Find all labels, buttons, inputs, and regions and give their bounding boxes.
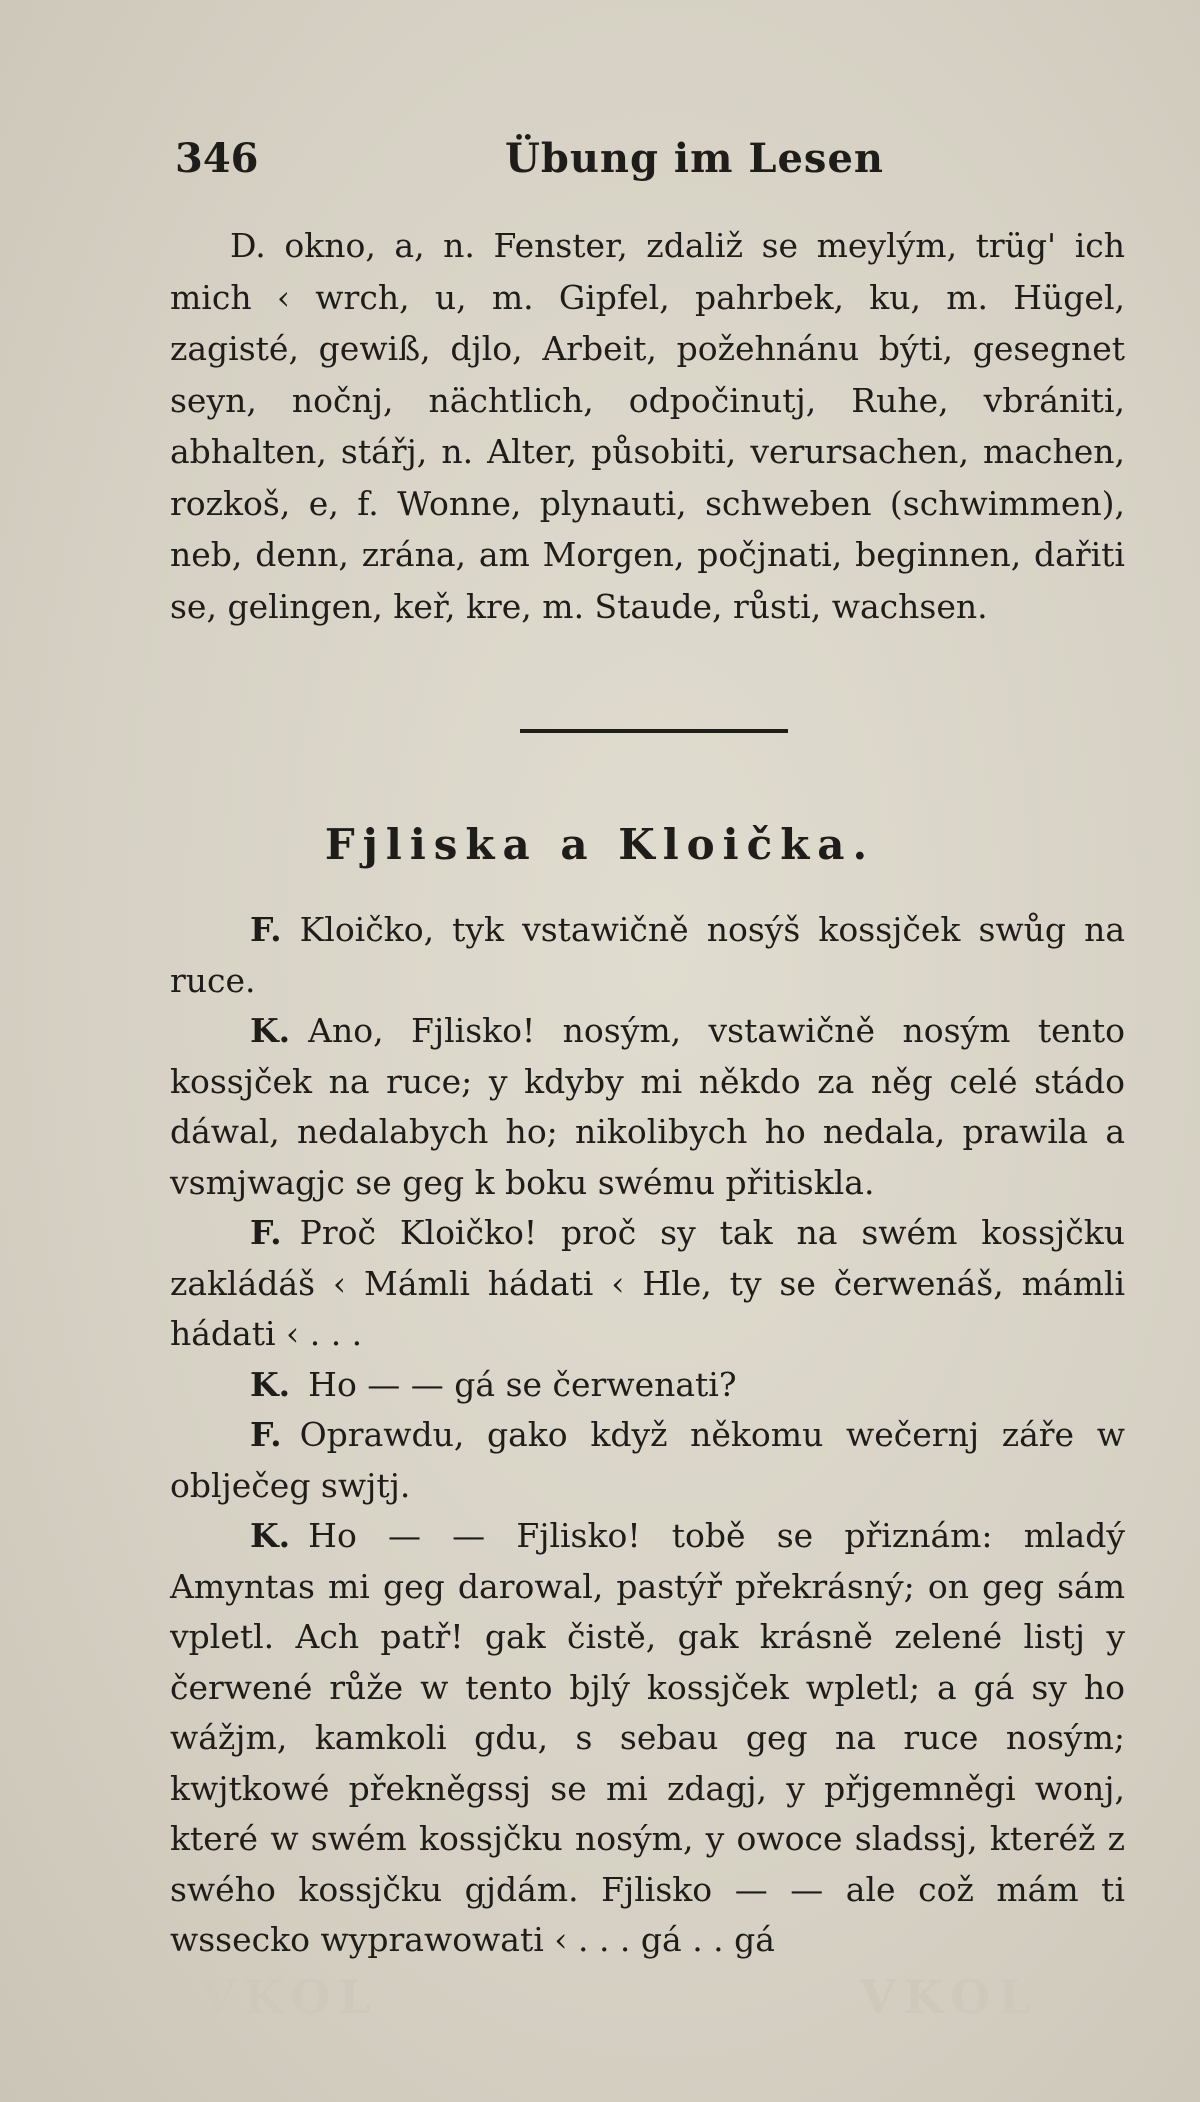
dialogue-line: [170, 1006, 1125, 1208]
dialogue: [170, 905, 1125, 1966]
running-title: Übung im Lesen: [505, 135, 884, 182]
line-text: Ho — — gá se čerwenati?: [308, 1364, 737, 1404]
line-text: Oprawdu, gako když někomu wečernj záře w oblječeg swjtj.: [170, 1415, 1125, 1505]
section-title: Fjliska a Kloička.: [324, 820, 876, 869]
dialogue-line: [170, 905, 1125, 1006]
speaker: K.: [250, 1011, 291, 1050]
speaker: K.: [250, 1364, 291, 1404]
speaker: F.: [250, 1213, 282, 1252]
speaker: F.: [250, 910, 282, 949]
line-text: Kloičko, tyk vstawičně nosýš kossjček swůg na ruce.: [170, 910, 1125, 1000]
line-text: Ho — — Fjlisko! tobě se přiznám: mladý Amyntas mi geg darowal, pastýř překrásný; on geg sám vpletl. Ach patř! gak čistě, gak krásně zelené listj y čerwené růže w tento bjlý kossjček wpletl; a gá sy ho wážjm, kamkoli gdu, s sebau geg na ruce nosým; kwjtkowé překněgssj se mi zdagj, y přjgemněgi wonj, které w swém kossjčku nosým, y owoce sladssj, kteréž z swého kossjčku gjdám. Fjlisko — — ale což mám ti wssecko wyprawowati ‹ . . . gá . . gá: [170, 1516, 1125, 1959]
line-text: Proč Kloičko! proč sy tak na swém kossjčku zakládáš ‹ Mámli hádati ‹ Hle, ty se čerwenáš, mámli hádati ‹ . . .: [170, 1213, 1125, 1353]
vocabulary-paragraph: [170, 220, 1125, 632]
dialogue-line: [170, 1360, 1125, 1411]
speaker: F.: [250, 1415, 282, 1454]
page-header: [175, 135, 1075, 195]
section-divider: [520, 729, 788, 733]
page-number: 346: [175, 135, 259, 182]
dialogue-line: [170, 1208, 1125, 1360]
dialogue-line: [170, 1410, 1125, 1511]
dialogue-line: [170, 1511, 1125, 1966]
line-text: Ano, Fjlisko! nosým, vstawičně nosým tento kossjček na ruce; y kdyby mi někdo za něg celé stádo dáwal, nedalabych ho; nikolibych ho nedala, prawila a vsmjwagjc se geg k boku swému přitiskla.: [170, 1011, 1125, 1202]
vocabulary-text: D. okno, a, n. Fenster, zdaliž se meylým, trüg' ich mich ‹ wrch, u, m. Gipfel, pahrbek, ku, m. Hügel, zagisté, gewiß, djlo, Arbeit, požehnánu býti, gesegnet seyn, nočnj, nächtlich, odpočinutj, Ruhe, vbrániti, abhalten, stářj, n. Alter, působiti, verursachen, machen, rozkoš, e, f. Wonne, plynauti, schweben (schwimmen), neb, denn, zrána, am Morgen, počjnati, beginnen, dařiti se, gelingen, keř, kre, m. Staude, růsti, wachsen.: [170, 226, 1125, 626]
library-watermark: VKOL: [200, 1970, 379, 2024]
speaker: K.: [250, 1516, 291, 1555]
library-watermark: VKOL: [860, 1970, 1039, 2024]
